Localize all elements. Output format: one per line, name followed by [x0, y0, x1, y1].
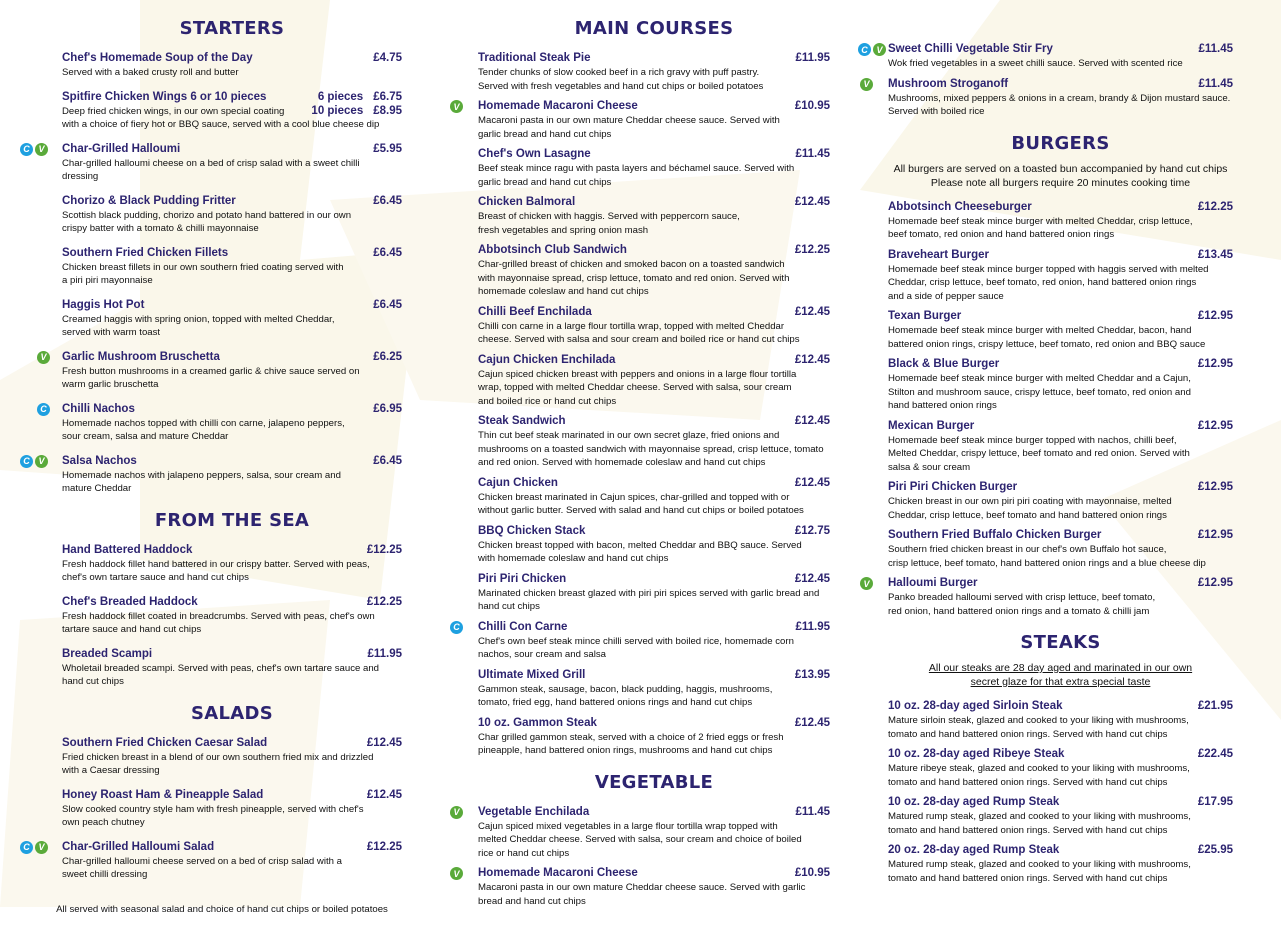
item-name: Chilli Nachos: [62, 402, 135, 415]
menu-item: [478, 195, 830, 237]
item-name: BBQ Chicken Stack: [478, 524, 586, 537]
item-name: Garlic Mushroom Bruschetta: [62, 350, 220, 363]
item-name: Chef's Own Lasagne: [478, 148, 591, 160]
menu-item: [888, 480, 1233, 522]
menu-item: [863, 576, 1233, 618]
item-description: Macaroni pasta in our own mature Cheddar cheese sauce. Served with garlic bread and hand cut chips: [478, 115, 780, 140]
item-name: Southern Fried Chicken Caesar Salad: [62, 736, 268, 749]
item-description: Breast of chicken with haggis. Served with peppercorn sauce, fresh vegetables and spring onion mash: [478, 211, 740, 236]
menu-item: [861, 42, 1233, 71]
item-price: £12.45: [794, 196, 830, 208]
dietary-badges: [20, 143, 48, 156]
item-price: £12.95: [1197, 577, 1233, 589]
item-price: £25.95: [1197, 844, 1233, 856]
menu-item: [888, 699, 1233, 741]
item-description: Served with a baked crusty roll and butter: [62, 67, 239, 78]
item-description: Deep fried chicken wings, in our own special coating with a choice of fiery hot or BBQ sauce, served with a cool blue cheese dip: [62, 105, 380, 130]
vegetarian-icon: V: [860, 78, 873, 91]
item-description: Chicken breast fillets in our own southern fried coating served with a piri piri mayonnaise: [62, 261, 344, 286]
section-heading: FROM THE SEA: [154, 509, 310, 531]
item-price: £12.25: [794, 244, 830, 256]
item-name: Mexican Burger: [888, 419, 975, 432]
item-description: Cajun spiced chicken breast with peppers and onions in a large flour tortilla wrap, topped with melted Cheddar cheese. Served with salsa, sour cream and boiled rice or hand cut chips: [478, 368, 797, 407]
item-name: Spitfire Chicken Wings 6 or 10 pieces: [62, 90, 267, 103]
menu-item: [23, 840, 402, 882]
item-name: 10 oz. Gammon Steak: [478, 716, 597, 729]
item-name: Piri Piri Chicken Burger: [888, 481, 1018, 493]
dietary-badges: [450, 867, 463, 880]
vegetarian-icon: V: [450, 806, 463, 819]
item-price: £6.45: [373, 246, 402, 259]
menu-item: [888, 419, 1233, 475]
item-name: 10 oz. 28-day aged Rump Steak: [888, 796, 1060, 808]
item-title-row: [62, 246, 402, 261]
item-name: Chilli Beef Enchilada: [478, 305, 592, 318]
item-name: Chef's Breaded Haddock: [62, 595, 198, 608]
item-title-row: [478, 524, 830, 539]
item-title-row: [888, 528, 1233, 543]
dietary-badges: [20, 841, 48, 854]
price-option: [311, 104, 402, 118]
item-title-row: [62, 736, 402, 751]
menu-item: [453, 805, 830, 861]
item-price: £4.75: [373, 52, 402, 64]
coeliac-icon: C: [858, 43, 871, 56]
option-label: 10 pieces: [311, 104, 364, 117]
item-price: £6.45: [373, 194, 402, 207]
menu-section: [863, 132, 1233, 619]
item-name: Halloumi Burger: [888, 577, 978, 589]
item-name: Char-Grilled Halloumi: [62, 142, 181, 155]
menu-item: [478, 353, 830, 409]
section-heading: MAIN COURSES: [574, 18, 734, 39]
menu-item: [888, 528, 1233, 570]
menu-item: [478, 524, 830, 566]
item-name: Braveheart Burger: [888, 248, 989, 261]
section-note: All our steaks are 28 day aged and marinated in our own secret glaze for that extra special taste: [928, 662, 1193, 688]
item-title-row: [478, 866, 830, 881]
item-name: Homemade Macaroni Cheese: [478, 100, 638, 112]
menu-item: [62, 194, 402, 236]
item-description: Homemade nachos with jalapeno peppers, salsa, sour cream and mature Cheddar: [62, 469, 341, 494]
item-title-row: [62, 840, 402, 855]
item-description: Slow cooked country style ham with fresh pineapple, served with chef's own peach chutney: [62, 803, 364, 828]
item-name: Ultimate Mixed Grill: [478, 668, 586, 681]
item-title-row: [478, 51, 830, 66]
section-heading: VEGETABLE: [594, 771, 714, 793]
item-title-row: [62, 595, 402, 610]
menu-item: [62, 298, 402, 340]
item-name: Chicken Balmoral: [478, 196, 576, 208]
item-title-row: [478, 414, 830, 429]
item-name: Chilli Con Carne: [478, 620, 568, 633]
item-title-row: [62, 298, 402, 313]
menu-item: [62, 543, 402, 585]
item-price: £11.95: [795, 52, 830, 64]
item-title-row: [888, 795, 1233, 810]
item-price: £12.95: [1197, 358, 1233, 370]
price-options: [311, 90, 402, 118]
section-footnote: All served with seasonal salad and choice of hand cut chips or boiled potatoes: [56, 903, 388, 915]
price-option: [311, 90, 402, 104]
item-price: £13.45: [1197, 248, 1233, 261]
item-title-row: [478, 353, 830, 368]
item-name: Breaded Scampi: [62, 647, 153, 660]
item-price: £12.45: [794, 476, 830, 489]
item-title-row: [62, 51, 402, 66]
menu-section: [888, 632, 1233, 885]
item-name: Abbotsinch Cheeseburger: [888, 200, 1032, 213]
item-name: Piri Piri Chicken: [478, 572, 567, 585]
item-description: Homemade nachos topped with chilli con carne, jalapeno peppers, sour cream, salsa and mature Cheddar: [62, 417, 345, 442]
item-name: Steak Sandwich: [478, 415, 566, 427]
item-description: Homemade beef steak mince burger with melted Cheddar and a Cajun, Stilton and mushroom sauce, crispy lettuce, beef tomato, red onion and hand battered onion rings: [888, 373, 1191, 411]
item-title-row: [888, 200, 1233, 215]
menu-item: [453, 866, 830, 908]
item-price: £12.45: [794, 415, 830, 427]
item-price: £13.95: [794, 668, 830, 681]
vegetarian-icon: V: [35, 841, 48, 854]
item-description: Mature sirloin steak, glazed and cooked to your liking with mushrooms, tomato and hand battered onion rings. Served with hand cut chips: [888, 715, 1189, 740]
item-price: £21.95: [1197, 700, 1233, 712]
item-price: £10.95: [794, 100, 830, 112]
item-name: Texan Burger: [888, 310, 962, 322]
item-price: £12.45: [794, 716, 830, 729]
item-price: £12.45: [794, 572, 830, 585]
item-title-row: [478, 716, 830, 731]
item-name: Chorizo & Black Pudding Fritter: [62, 194, 236, 207]
dietary-badges: [37, 351, 50, 364]
item-title-row: [478, 620, 830, 635]
item-price: £10.95: [794, 867, 830, 879]
item-description: Beef steak mince ragu with pasta layers and béchamel sauce. Served with garlic bread and hand cut chips: [478, 163, 795, 188]
item-description: Southern fried chicken breast in our chef's own Buffalo hot sauce, crisp lettuce, beef tomato, hand battered onion rings and a blue cheese dip: [888, 544, 1206, 569]
section-heading: STEAKS: [1020, 632, 1101, 653]
dietary-badges: [860, 78, 873, 91]
menu-item: [478, 476, 830, 518]
menu-item: [478, 147, 830, 189]
menu-item: [62, 51, 402, 80]
item-title-row: [62, 543, 402, 558]
vegetarian-icon: V: [860, 577, 873, 590]
item-price: £5.95: [373, 142, 402, 155]
item-description: Matured rump steak, glazed and cooked to your liking with mushrooms, tomato and hand battered onion rings. Served with hand cut chips: [888, 811, 1191, 836]
item-name: Chef's Homemade Soup of the Day: [62, 52, 253, 64]
item-description: Gammon steak, sausage, bacon, black pudding, haggis, mushrooms, tomato, fried egg, hand battered onions rings and hand cut chips: [478, 683, 773, 708]
item-description: Marinated chicken breast glazed with piri piri spices served with garlic bread and hand cut chips: [478, 587, 820, 612]
vegetarian-icon: V: [450, 867, 463, 880]
item-name: Southern Fried Buffalo Chicken Burger: [888, 529, 1102, 541]
item-description: Wok fried vegetables in a sweet chilli sauce. Served with scented rice: [888, 58, 1183, 69]
item-description: Homemade beef steak mince burger with melted Cheddar, crisp lettuce, beef tomato, red onion and hand battered onion rings: [888, 215, 1193, 240]
menu-section: [23, 18, 402, 496]
item-price: £11.45: [795, 805, 830, 818]
item-description: Creamed haggis with spring onion, topped with melted Cheddar, served with warm toast: [62, 313, 335, 338]
item-title-row: [888, 480, 1233, 495]
item-title-row: [888, 42, 1233, 57]
item-title-row: [478, 147, 830, 162]
vegetarian-icon: V: [35, 455, 48, 468]
item-description: Fresh haddock fillet hand battered in our crispy batter. Served with peas, chef's own tartare sauce and hand cut chips: [62, 558, 370, 583]
item-title-row: [62, 647, 402, 662]
item-description: Macaroni pasta in our own mature Cheddar cheese sauce. Served with garlic bread and hand cut chips: [478, 882, 806, 907]
coeliac-icon: C: [37, 403, 50, 416]
item-name: Salsa Nachos: [62, 454, 137, 467]
item-title-row: [888, 309, 1233, 324]
item-title-row: [478, 195, 830, 210]
item-name: Cajun Chicken: [478, 476, 558, 489]
menu-section: [453, 18, 830, 758]
menu-item: [453, 620, 830, 662]
menu-item: [888, 795, 1233, 837]
item-description: Cajun spiced mixed vegetables in a large flour tortilla wrap topped with melted Cheddar cheese. Served with salsa, sour cream and choice of boiled rice or hand cut chips: [478, 820, 802, 859]
item-price: £12.25: [1197, 200, 1233, 213]
item-name: Abbotsinch Club Sandwich: [478, 244, 627, 256]
menu-item: [863, 77, 1233, 119]
item-price: £17.95: [1197, 796, 1233, 808]
item-price: £12.95: [1197, 529, 1233, 541]
item-price: £6.95: [373, 402, 402, 415]
menu-item: [478, 668, 830, 710]
menu-item: [478, 414, 830, 470]
item-price: £11.95: [367, 647, 402, 660]
item-description: Scottish black pudding, chorizo and potato hand battered in our own crispy batter with a tomato & chilli mayonnaise: [62, 209, 352, 234]
item-title-row: [888, 843, 1233, 858]
menu-section: [453, 771, 830, 909]
item-title-row: [888, 77, 1233, 92]
coeliac-icon: C: [20, 143, 33, 156]
item-name: 10 oz. 28-day aged Ribeye Steak: [888, 748, 1065, 760]
item-price: £12.75: [794, 524, 830, 537]
item-name: Black & Blue Burger: [888, 358, 1000, 370]
item-title-row: [478, 668, 830, 683]
menu-item: [888, 248, 1233, 304]
item-description: Tender chunks of slow cooked beef in a rich gravy with puff pastry. Served with fresh vegetables and hand cut chips or boiled potatoes: [478, 67, 764, 92]
item-description: Char grilled gammon steak, served with a choice of 2 fried eggs or fresh pineapple, hand battered onion rings, mushrooms and hand cut chips: [478, 731, 784, 756]
vegetarian-icon: V: [37, 351, 50, 364]
menu-item: [23, 454, 402, 496]
item-description: Chef's own beef steak mince chilli served with boiled rice, homemade corn nachos, sour cream and salsa: [478, 635, 794, 660]
item-name: 10 oz. 28-day aged Sirloin Steak: [888, 700, 1063, 712]
item-description: Thin cut beef steak marinated in our own secret glaze, fried onions and mushrooms on a toasted sandwich with mayonnaise spread, crisp lettuce, tomato and red onion. Served with homemade coleslaw and hand cut chips: [478, 430, 824, 468]
item-title-row: [888, 419, 1233, 434]
menu-item: [888, 747, 1233, 789]
option-price: £6.75: [373, 90, 402, 103]
item-price: £12.45: [366, 788, 402, 801]
menu-item: [40, 402, 402, 444]
dietary-badges: [450, 806, 463, 819]
item-name: Honey Roast Ham & Pineapple Salad: [62, 788, 264, 801]
item-title-row: [478, 805, 830, 820]
item-price: £22.45: [1197, 748, 1233, 760]
menu-item: [478, 716, 830, 758]
menu-item: [888, 843, 1233, 885]
item-name: Hand Battered Haddock: [62, 543, 193, 556]
item-price: £11.95: [795, 620, 830, 633]
menu-item: [62, 90, 402, 132]
item-description: Chicken breast in our own piri piri coating with mayonnaise, melted Cheddar, crisp lettuce, beef tomato and hand battered onion rings: [888, 496, 1172, 521]
menu-item: [888, 200, 1233, 242]
item-title-row: [478, 305, 830, 320]
menu-item: [888, 309, 1233, 351]
item-price: £6.45: [373, 298, 402, 311]
item-name: Mushroom Stroganoff: [888, 77, 1009, 90]
menu-section: [23, 702, 402, 915]
item-price: £12.45: [794, 353, 830, 366]
option-label: 6 pieces: [317, 90, 364, 103]
item-title-row: [62, 788, 402, 803]
dietary-badges: [860, 577, 873, 590]
menu-item: [62, 788, 402, 830]
item-title-row: [62, 194, 402, 209]
item-title-row: [888, 357, 1233, 372]
item-description: Wholetail breaded scampi. Served with peas, chef's own tartare sauce and hand cut chips: [62, 662, 379, 687]
item-name: Southern Fried Chicken Fillets: [62, 246, 229, 259]
item-name: Homemade Macaroni Cheese: [478, 867, 638, 879]
item-price: £12.25: [366, 543, 402, 556]
coeliac-icon: C: [20, 841, 33, 854]
menu-item: [62, 246, 402, 288]
menu-section: [861, 42, 1233, 119]
item-price: £11.45: [1198, 43, 1233, 55]
section-heading: BURGERS: [1011, 132, 1110, 154]
item-title-row: [888, 576, 1233, 591]
item-name: Haggis Hot Pot: [62, 298, 145, 311]
item-name: Sweet Chilli Vegetable Stir Fry: [888, 43, 1053, 55]
item-name: 20 oz. 28-day aged Rump Steak: [888, 844, 1060, 856]
dietary-badges: [37, 403, 50, 416]
dietary-badges: [20, 455, 48, 468]
item-description: Homemade beef steak mince burger topped with haggis served with melted Cheddar, crisp lettuce, beef tomato, red onion, hand battered onion rings and a side of pepper sauce: [888, 263, 1209, 302]
section-heading: SALADS: [190, 702, 273, 724]
menu-item: [888, 357, 1233, 413]
item-title-row: [888, 699, 1233, 714]
item-name: Char-Grilled Halloumi Salad: [62, 840, 215, 853]
item-description: Fried chicken breast in a blend of our own southern fried mix and drizzled with a Caesar dressing: [62, 751, 374, 776]
item-title-row: [478, 572, 830, 587]
dietary-badges: [450, 100, 463, 113]
menu-item: [62, 647, 402, 689]
item-price: £11.45: [795, 148, 830, 160]
coeliac-icon: C: [450, 621, 463, 634]
item-price: £12.45: [366, 736, 402, 749]
vegetarian-icon: V: [873, 43, 886, 56]
menu-item: [40, 350, 402, 392]
item-price: £12.25: [366, 840, 402, 853]
menu-item: [478, 51, 830, 93]
item-title-row: [62, 350, 402, 365]
item-description: Char-grilled halloumi cheese served on a bed of crisp salad with a sweet chilli dressing: [62, 855, 342, 880]
item-description: Mature ribeye steak, glazed and cooked to your liking with mushrooms, tomato and hand battered onion rings. Served with hand cut chips: [888, 763, 1190, 788]
item-description: Panko breaded halloumi served with crisp lettuce, beef tomato, red onion, hand battered onion rings and a tomato & chilli jam: [888, 592, 1156, 617]
dietary-badges: [858, 43, 886, 56]
item-price: £6.45: [373, 454, 402, 467]
item-description: Chicken breast topped with bacon, melted Cheddar and BBQ sauce. Served with homemade coleslaw and hand cut chips: [478, 539, 802, 564]
item-price: £12.45: [794, 305, 830, 318]
menu-column-middle: [453, 18, 830, 922]
menu-column-left: [23, 18, 402, 929]
menu-item: [62, 736, 402, 778]
menu-item: [62, 595, 402, 637]
item-price: £12.25: [366, 595, 402, 608]
menu-section: [62, 510, 402, 689]
item-description: Homemade beef steak mince burger with melted Cheddar, bacon, hand battered onion rings, crispy lettuce, beef tomato, red onion and BBQ sauce: [888, 325, 1206, 350]
vegetarian-icon: V: [35, 143, 48, 156]
item-name: Vegetable Enchilada: [478, 805, 590, 818]
item-price: £12.95: [1197, 310, 1233, 322]
menu-item: [478, 243, 830, 299]
item-description: Char-grilled breast of chicken and smoked bacon on a toasted sandwich with mayonnaise spread, crisp lettuce, tomato and red onion. Served with homemade coleslaw and hand cut chips: [478, 259, 790, 297]
section-heading: STARTERS: [179, 18, 285, 39]
item-description: Matured rump steak, glazed and cooked to your liking with mushrooms, tomato and hand battered onion rings. Served with hand cut chips: [888, 859, 1191, 884]
item-name: Cajun Chicken Enchilada: [478, 353, 616, 366]
item-description: Chilli con carne in a large flour tortilla wrap, topped with melted Cheddar cheese. Served with salsa and sour cream and boiled rice or hand cut chips: [478, 320, 800, 345]
item-title-row: [62, 454, 402, 469]
item-title-row: [888, 248, 1233, 263]
item-description: Fresh haddock fillet coated in breadcrumbs. Served with peas, chef's own tartare sauce and hand cut chips: [62, 610, 375, 635]
item-title-row: [62, 402, 402, 417]
menu-column-right: [861, 42, 1233, 899]
menu-item: [453, 99, 830, 141]
item-price: £6.25: [373, 350, 402, 363]
menu-item: [478, 305, 830, 347]
section-note: All burgers are served on a toasted bun accompanied by hand cut chips Please note all burgers require 20 minutes cooking time: [893, 162, 1228, 189]
item-title-row: [478, 243, 830, 258]
item-description: Chicken breast marinated in Cajun spices, char-grilled and topped with or without garlic butter. Served with salad and hand cut chips or boiled potatoes: [478, 491, 804, 516]
menu-item: [23, 142, 402, 184]
item-price: £12.95: [1197, 481, 1233, 493]
vegetarian-icon: V: [450, 100, 463, 113]
item-title-row: [478, 99, 830, 114]
item-description: Homemade beef steak mince burger topped with nachos, chilli beef, Melted Cheddar, crispy lettuce, beef tomato and red onion. Served with salsa & sour cream: [888, 434, 1190, 473]
item-name: Traditional Steak Pie: [478, 52, 591, 64]
item-price: £11.45: [1198, 77, 1233, 90]
item-price: £12.95: [1197, 419, 1233, 432]
coeliac-icon: C: [20, 455, 33, 468]
item-description: Mushrooms, mixed peppers & onions in a cream, brandy & Dijon mustard sauce. Served with boiled rice: [888, 92, 1231, 117]
item-title-row: [62, 142, 402, 157]
item-title-row: [478, 476, 830, 491]
menu-item: [478, 572, 830, 614]
item-title-row: [888, 747, 1233, 762]
dietary-badges: [450, 621, 463, 634]
item-description: Char-grilled halloumi cheese on a bed of crisp salad with a sweet chilli dressing: [62, 157, 360, 182]
option-price: £8.95: [373, 104, 402, 117]
item-description: Fresh button mushrooms in a creamed garlic & chive sauce served on warm garlic bruschetta: [62, 365, 360, 390]
